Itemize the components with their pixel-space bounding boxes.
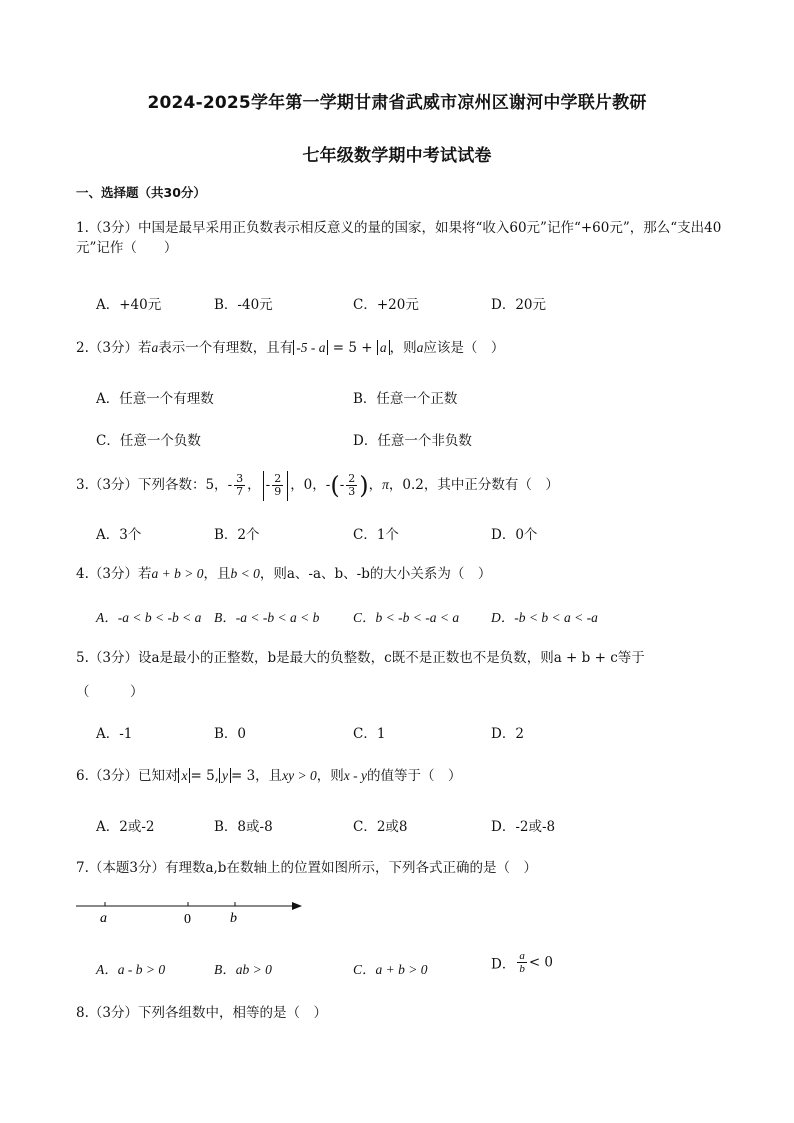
q2-mid: 表示一个有理数，且有	[158, 340, 294, 356]
q3-frac3-num: 2	[348, 472, 356, 485]
q3-fraction-3	[346, 473, 357, 498]
q3-minus-4: -	[339, 477, 345, 493]
q1-option-d: D．20元	[491, 297, 547, 313]
q7-option-d	[491, 950, 553, 975]
q3-option-b: B．2个	[214, 527, 260, 543]
axis-label-b: b	[230, 911, 237, 926]
q2-abs-right: a	[377, 340, 390, 355]
question-2-stem	[76, 338, 726, 358]
q3-paren-close: )	[359, 471, 369, 500]
q4-option-c: C．b < -b < -a < a	[353, 610, 460, 625]
q6-option-b: B．8或-8	[214, 819, 273, 835]
q5-answer-blank: （ ）	[76, 684, 144, 700]
question-6-stem	[76, 766, 726, 786]
q4-prefix: 4.（3分）若	[76, 566, 152, 582]
q5-option-c: C．1	[353, 726, 386, 742]
q3-frac2-num: 2	[274, 472, 282, 485]
q7-frac-den: b	[519, 963, 525, 975]
q6-expr: x - y	[343, 768, 367, 783]
q2-suffix-pre: ，则	[389, 340, 417, 356]
q2-abs-left: -5 - a	[293, 340, 328, 355]
q7-option-c: C．a + b > 0	[353, 962, 428, 977]
q1-option-c: C．+20元	[353, 297, 419, 313]
q4-cond1: a + b > 0	[151, 566, 204, 581]
q7-option-d-fraction	[517, 950, 527, 975]
q7-option-a: A．a - b > 0	[96, 962, 166, 977]
q6-prefix: 6.（3分）已知对	[76, 768, 179, 784]
q2-var-a-2: a	[416, 340, 424, 355]
arrow-right-icon	[292, 902, 302, 910]
q3-frac2-den: 9	[274, 485, 282, 498]
q6-option-a: A．2或-2	[96, 819, 155, 835]
q3-paren-open: (	[330, 471, 340, 500]
q3-option-a: A．3个	[96, 527, 142, 543]
question-8-stem: 8.（3分）下列各组数中，相等的是（ ）	[76, 1005, 327, 1021]
question-5-stem: 5.（3分）设a是最小的正整数，b是最大的负整数，c既不是正数也不是负数，则a + b + c等于	[76, 650, 645, 666]
question-7-stem: 7.（本题3分）有理数a,b在数轴上的位置如图所示，下列各式正确的是（ ）	[76, 860, 537, 876]
q2-prefix: 2.（3分）若	[76, 340, 152, 356]
q3-option-d: D．0个	[491, 527, 538, 543]
q7-option-d-suffix: < 0	[528, 954, 554, 971]
q2-eq: = 5 +	[332, 340, 373, 356]
q2-var-a: a	[151, 340, 159, 355]
q6-abs-x: x	[178, 768, 190, 783]
q6-abs-y: y	[219, 768, 231, 783]
q7-option-b: B．ab > 0	[214, 962, 272, 977]
q6-mid2: = 3，且	[230, 768, 283, 784]
q4-option-a: A．-a < b < -b < a	[96, 610, 202, 625]
q4-suffix: ，则a、-a、b、-b的大小关系为（ ）	[259, 566, 492, 582]
q6-mid1: = 5,	[190, 768, 219, 784]
q7-option-d-label: D．	[491, 956, 516, 973]
q2-option-a: A．任意一个有理数	[96, 391, 214, 407]
q3-pi: π	[382, 477, 389, 492]
q3-abs-bar-right	[287, 471, 288, 501]
exam-title-line2: 七年级数学期中考试试卷	[302, 146, 492, 166]
q4-cond2: b < 0	[230, 566, 260, 581]
number-line-figure	[70, 893, 310, 929]
q3-fraction-2	[272, 473, 283, 498]
q3-frac1-num: 3	[236, 472, 244, 485]
q2-option-c: C．任意一个负数	[96, 433, 201, 449]
q3-suffix: ，0.2，其中正分数有（ ）	[388, 477, 559, 493]
q5-option-d: D．2	[491, 726, 524, 742]
q4-option-b: B．-a < -b < a < b	[214, 610, 320, 625]
q3-minus-3: -	[325, 477, 331, 493]
axis-label-a: a	[100, 911, 107, 926]
q3-option-c: C．1个	[353, 527, 399, 543]
q2-option-b: B．任意一个正数	[353, 391, 458, 407]
q6-mid3: ，则	[316, 768, 344, 784]
q2-option-d: D．任意一个非负数	[353, 433, 472, 449]
q1-option-b: B．-40元	[214, 297, 273, 313]
q3-minus-2: -	[265, 477, 271, 493]
q3-minus-1: -	[227, 477, 233, 493]
exam-title-line1: 2024-2025学年第一学期甘肃省武威市凉州区谢河中学联片教研	[147, 93, 647, 113]
q4-mid: ，且	[203, 566, 231, 582]
q1-option-a: A．+40元	[96, 297, 162, 313]
q3-frac3-den: 3	[348, 485, 356, 498]
q3-frac1-den: 7	[236, 485, 244, 498]
q5-option-b: B．0	[214, 726, 247, 742]
q3-fraction-1	[234, 473, 245, 498]
axis-label-0: 0	[184, 912, 191, 927]
question-4-stem	[76, 564, 726, 584]
q5-option-a: A．-1	[96, 726, 133, 742]
q6-suffix: 的值等于（ ）	[367, 768, 462, 784]
q6-option-d: D．-2或-8	[491, 819, 556, 835]
q6-option-c: C．2或8	[353, 819, 408, 835]
q4-option-d: D．-b < b < a < -a	[491, 610, 598, 625]
q3-prefix: 3.（3分）下列各数：5，	[76, 477, 228, 493]
question-1-stem: 1.（3分）中国是最早采用正负数表示相反意义的量的国家，如果将“收入60元”记作“+60元”，那么“支出40元”记作（ ）	[76, 220, 722, 256]
q2-suffix-post: 应该是（ ）	[423, 340, 505, 356]
q3-abs-bar-left	[263, 471, 264, 501]
section-heading: 一、选择题（共30分）	[76, 185, 206, 200]
q6-cond: xy > 0	[282, 768, 317, 783]
question-3-stem: 3.（3分）下列各数：5，- $\frac{3}{7}$ ， - $\frac{2}{9}$ ，0，-(- $\frac{2}{3}$ )，π，0.2，其中正分数有（ ）	[76, 471, 559, 500]
q3-sep: ，0，	[290, 477, 326, 493]
q7-frac-num: a	[519, 950, 525, 962]
